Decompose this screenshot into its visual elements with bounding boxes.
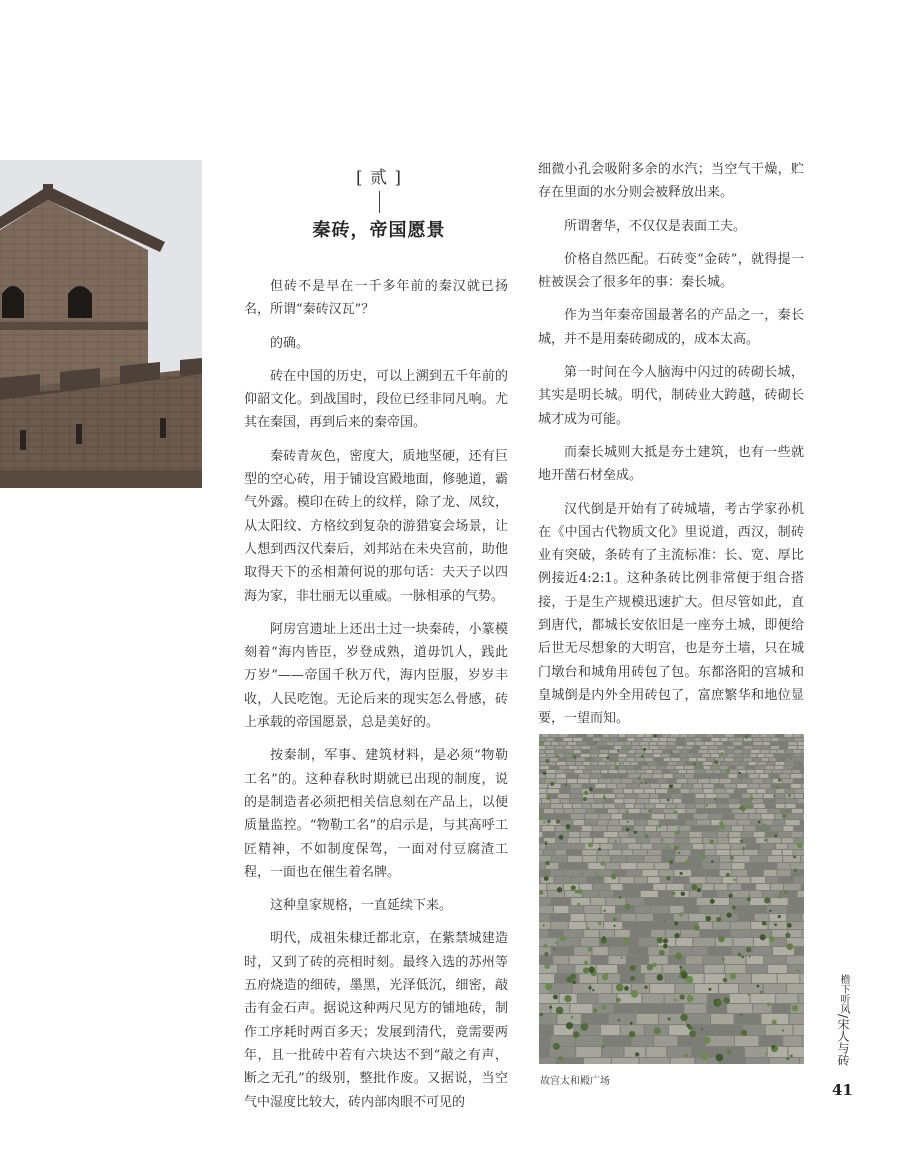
paragraph: 所谓奢华，不仅仅是表面工夫。	[564, 218, 747, 234]
article-short-title: 宋人与砖	[836, 1018, 850, 1067]
article-column-middle	[244, 275, 508, 1110]
paragraph: 阿房宫遗址上还出土过一块秦砖，小篆模刻着“海内皆臣，岁登成熟，道毋饥人，践此万岁”——帝国千秋万代，海内臣服，岁岁丰收，人民吃饱。无论后来的现实怎么骨感，砖上承载的帝国愿景，总是美好的。	[244, 621, 508, 731]
watchtower-photo	[0, 160, 202, 488]
column-name: 檐下听风	[838, 974, 849, 1014]
column-side-label	[833, 974, 853, 1066]
paragraph: 价格自然匹配。石砖变“金砖”，就得提一桩被误会了很多年的事：秦长城。	[538, 251, 804, 291]
paragraph: 但砖不是早在一千多年前的秦汉就已扬名，所谓“秦砖汉瓦”？	[244, 279, 508, 318]
section-number: [ 贰 ]	[355, 168, 403, 188]
paragraph: 作为当年秦帝国最著名的产品之一，秦长城，并不是用秦砖砌成的，成本太高。	[538, 308, 804, 347]
paragraph: 这种皇家规格，一直延续下来。	[270, 898, 453, 914]
paragraph: 按秦制，军事、建筑材料，是必须“物勒工名”的。这种春秋时期就已出现的制度，说的是制造者必须把相关信息刻在产品上，以便质量监控。“物勒工名”的启示是，与其高呼工匠精神，不如制度保驾，一面对付豆腐渣工程，一面也在催生着名牌。	[244, 748, 508, 880]
paragraph: 汉代倒是开始有了砖城墙，考古学家孙机在《中国古代物质文化》里说道，西汉，制砖业有突破，条砖有了主流标准：长、宽、厚比例接近4:2:1。这种条砖比例非常便于组合搭接，于是生产规模迅速扩大。但尽管如此，直到唐代，都城长安依旧是一座夯土城，即便给后世无尽想象的大明宫，也是夯土墙，只在城门墩台和城角用砖包了包。东都洛阳的宫城和皇城倒是内外全用砖包了，富庶繁华和地位显要，一望而知。	[538, 501, 804, 727]
paragraph: 第一时间在今人脑海中闪过的砖砌长城，其实是明长城。明代，制砖业大跨越，砖砌长城才成为可能。	[538, 365, 804, 427]
paved-square-photo	[539, 734, 804, 1064]
photo-caption: 故宫太和殿广场	[540, 1076, 610, 1087]
paragraph: 砖在中国的历史，可以上溯到五千年前的仰韶文化。到战国时，段位已经非同凡响。尤其在秦国，再到后来的秦帝国。	[244, 368, 508, 431]
paragraph: 而秦长城则大抵是夯土建筑，也有一些就地开凿石材垒成。	[538, 444, 804, 484]
article-column-right	[538, 158, 804, 727]
section-heading	[248, 163, 510, 242]
section-divider	[379, 191, 380, 213]
side-label-slash: /	[836, 1014, 850, 1019]
paragraph: 的确。	[270, 335, 310, 351]
section-title: 秦砖，帝国愿景	[312, 220, 446, 241]
paragraph: 明代，成祖朱棣迁都北京，在紫禁城建造时，又到了砖的亮相时刻。最终入选的苏州等五府烧造的细砖，墨黑，光泽低沉，细密，敲击有金石声。据说这种两尺见方的铺地砖，制作工序耗时两百多天；发展到清代，竟需要两年，且一批砖中若有六块达不到“敲之有声，断之无孔”的级别，整批作废。又据说，当空气中湿度比较大，砖内部肉眼不可见的	[244, 931, 508, 1110]
paragraph-continuation: 细微小孔会吸附多余的水汽；当空气干燥，贮存在里面的水分则会被释放出来。	[538, 162, 804, 201]
page-number: 41	[832, 1081, 853, 1099]
paragraph: 秦砖青灰色，密度大，质地坚硬，还有巨型的空心砖，用于铺设宫殿地面，修驰道，霸气外露。模印在砖上的纹样，除了龙、凤纹，从太阳纹、方格纹到复杂的游猎宴会场景，让人想到西汉代秦后，刘邦站在未央宫前，助他取得天下的丞相萧何说的那句话：夫天子以四海为家，非壮丽无以重威。一脉相承的气势。	[244, 448, 508, 604]
